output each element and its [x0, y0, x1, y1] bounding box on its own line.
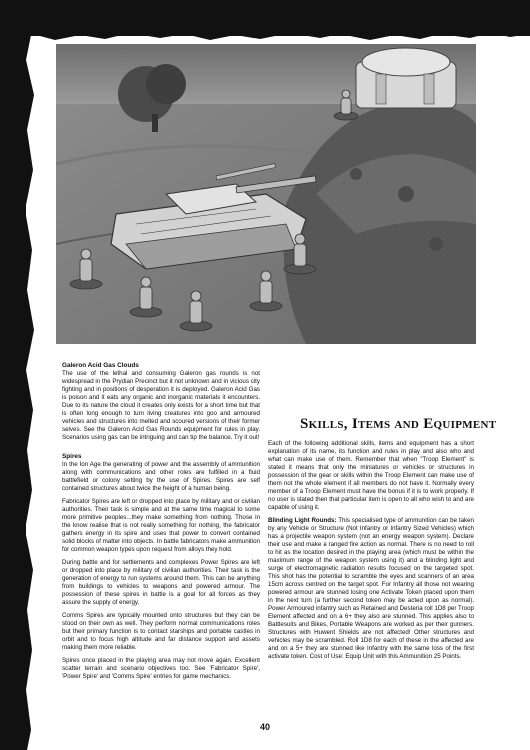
miniatures-photo: [56, 44, 476, 344]
spires-paragraph-4: Comms Spires are typically mounted onto structures but they can be stood on their own as well. They perform normal communications roles but their primary function is to contact starships and portable castles in orbit and to focus high altitude and far distance support and assets making them more reliable.: [62, 612, 260, 651]
spires-paragraph-5: Spires once placed in the playing area may not move again. Excellent scatter terrain and scenario objectives too. See 'Fabricator Spire', 'Power Spire' and 'Comms Spire' entries for game mechanics.: [62, 657, 260, 680]
intro-paragraph: Each of the following additional skills, items and equipment has a short explanation of its name, its function and rules in play and also who and what can make use of them. Remember that when "Troop Element" is stated it means that only the miniatures or vehicles or structures in possession of the gear or skills within the Troop Element can make use of them not the whole element if all members do not have it. Normally every member of a Troop Element must have the bonus if it is to work properly. If no user is stated then that particular item is open to all who wish to and are capable of using it.: [268, 440, 474, 511]
blinding-light-text: This specialised type of ammunition can be taken by any Vehicle or Structure (Not Infantry or Infantry Sized Vehicles) which has a projectile weapon system (not an energy weapon system). Declare their use and make a ranged fire action as normal. There is no need to roll to hit as the location desired in the playing area (which must be within the maximum range of the weapon system using it) and a blinding light and surge of electromagnetic radiation results focused on the targeted spot. This shot has the potential to scramble the eyes and scanners of an area 15cm across centred on the target spot. For Infantry all those not wearing powered armour are stunned losing one Activate Token placed upon them in the next turn (a further second token may be acted upon as normal). Power Armoured infantry such as Retained and Desteria roll 1D8 per Troop Element affected and on a 6+ they also are stunned. This applies also to Battlesuits and Bikes, Portable Weapons are worked as per their gunners. Structures with Huwent Shields are not affected! Other structures and vehicles may be scrambled. Roll 1D8 for each of these in the affected are and on a 5+ they are stunned like Infantry with the same loss of the first activate token. Cost of Use: Equip Unit with this Ammunition 25 Points.: [268, 517, 474, 660]
torn-edge-left: [18, 0, 38, 750]
section-title: Skills, Items and Equipment: [300, 416, 497, 432]
spires-paragraph-1: In the Ion Age the generating of power and the assembly of ammunition along with communications and other roles are fulfilled in a fluid battlefield or colony setting by the use of Spires. Spires are self contained structures about twice the height of a human being.: [62, 461, 260, 492]
left-column: [62, 362, 260, 686]
tank-battlefield-illustration: [56, 44, 476, 344]
spires-heading: Spires: [62, 453, 82, 460]
right-column: [268, 440, 474, 666]
blinding-light-title: Blinding Light Rounds:: [268, 517, 337, 524]
spires-paragraph-3: During battle and for settlements and complexes Power Spires are left or dropped into place by military of civilian authorities. Their task is the generation of energy to run systems around them. This can be anything from buildings to vehicles to weapons and powered armour. The possession of these spires in battle is a goal for all forces as they assure the supply of energy.: [62, 559, 260, 606]
spires-paragraph-2: Fabricator Spires are left or dropped into place by military and or civilian authorities. Their task is simple and at the same time magical to some more primitive peoples...they make something from nothing. Those in the know realise that is not really something for nothing, the fabricator gathers energy in its spire and uses that power to convert contained solid blocks of matter into objects. In battle fabricators make ammunition for common weapon types upon request from alloys they hold.: [62, 498, 260, 553]
page-number: 40: [259, 722, 270, 732]
gas-clouds-heading: Galeron Acid Gas Clouds: [62, 362, 139, 369]
gas-clouds-text: The use of the lethal and consuming Galeron gas rounds is not widespread in the Prydian Precinct but it not unknown and in vicious city fighting and in positions of desperation it is deployed. Galeron Acid Gas is poison and it eats any organic and inorganic materials it encounters. Due to its nature the cloud it creates only exists for a short time but that is often long enough to turn living creatures into goo and armoured vehicles and structures into melted and scoured versions of their former selves. See the Galeron Acid Gas Rounds equipment for rules in play. Scenarios using gas can be intriguing and can tip the balance. Try it out!: [62, 370, 260, 441]
blinding-light-paragraph: [268, 517, 474, 661]
